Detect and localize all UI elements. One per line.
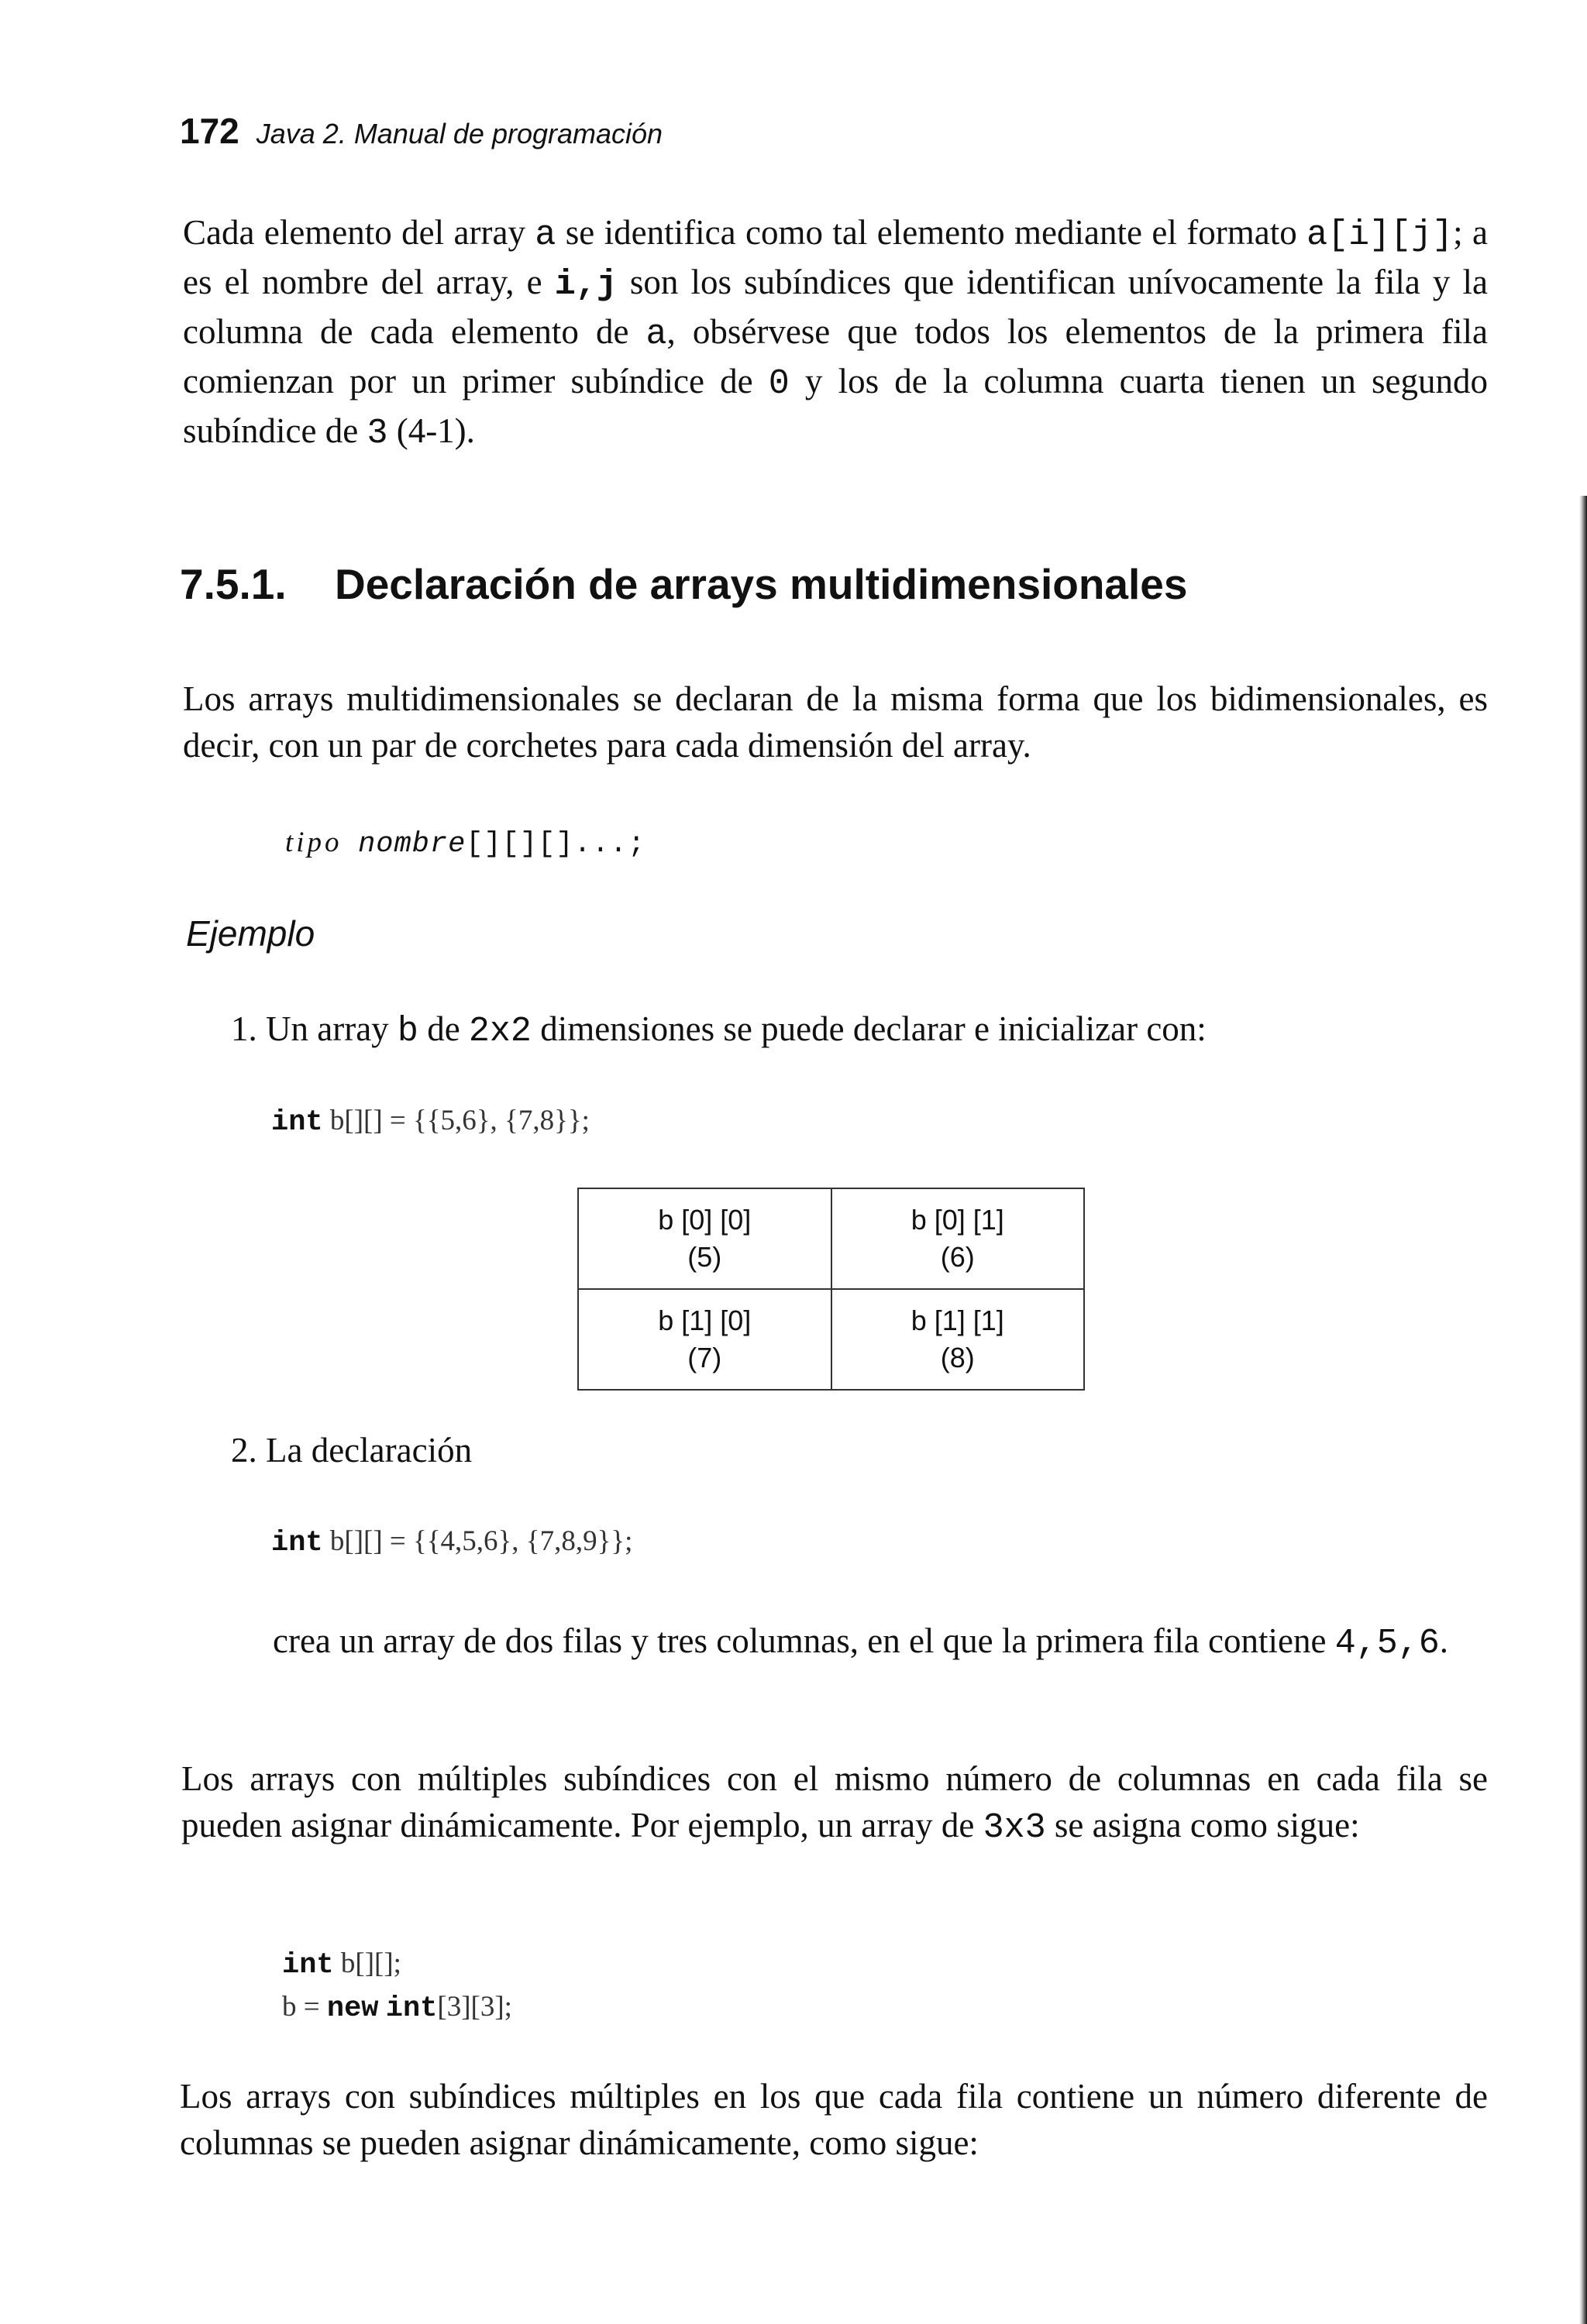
inline-code: 3x3: [983, 1808, 1046, 1848]
code-text: [379, 1991, 386, 2023]
paragraph-4: Los arrays con subíndices múltiples en los que cada fila contiene un número diferente de columnas se pueden asignar dinámicamente, como sigue:: [180, 2077, 1488, 2162]
code-keyword: new: [326, 1992, 379, 2025]
array-cell: [578, 1188, 831, 1289]
code-block-1: [271, 1104, 590, 1139]
code-keyword: int: [271, 1527, 323, 1559]
code-text: b =: [282, 1991, 327, 2023]
item-text: dimensiones se puede declarar e inicializar con:: [531, 1009, 1207, 1048]
section-number: 7.5.1.: [180, 560, 287, 608]
paragraph-text: se asigna como sigue:: [1045, 1806, 1360, 1844]
table-row: [578, 1289, 1084, 1390]
inline-code: 3: [367, 414, 388, 453]
intro-text: son los subíndices que identifican unívocamente la fila y la columna de cada elemento de: [183, 263, 1488, 351]
inline-code: b: [397, 1012, 418, 1051]
example-item-2-description: [273, 1618, 1486, 1667]
page-number: 172: [180, 111, 239, 151]
item-text: .: [1439, 1621, 1448, 1660]
page-header: [180, 110, 663, 152]
inline-code: 2x2: [468, 1012, 532, 1051]
page-edge-shadow: [1579, 496, 1587, 2324]
inline-code: 0: [768, 364, 790, 404]
code-keyword: int: [271, 1106, 323, 1139]
inline-code: a: [645, 315, 667, 354]
code-line: [282, 1943, 512, 1986]
cell-value: (6): [940, 1241, 975, 1273]
cell-index: b [0] [1]: [911, 1204, 1004, 1236]
example-label: Ejemplo: [186, 913, 315, 954]
inline-code: a[i][j]: [1306, 215, 1454, 255]
code-keyword: int: [385, 1992, 438, 2025]
syntax-line: [285, 826, 645, 861]
code-text: b[][];: [333, 1948, 401, 1979]
item-text: de: [418, 1009, 469, 1048]
table-row: [578, 1188, 1084, 1289]
paragraph-text: Los arrays con múltiples subíndices con el mismo número de columnas en cada fila se pueden asignar dinámicamente. Por ejemplo, un array de: [181, 1759, 1488, 1844]
array-cell: [831, 1289, 1085, 1390]
code-text: [3][3];: [437, 1991, 512, 2023]
item-text: crea un array de dos filas y tres columnas, en el que la primera fila contiene: [273, 1621, 1335, 1660]
intro-text: Cada elemento del array: [183, 213, 535, 252]
inline-code: 4,5,6: [1334, 1624, 1440, 1663]
syntax-brackets: [][][]...;: [466, 828, 646, 861]
syntax-type: tipo: [285, 827, 343, 858]
intro-text: ; a es el nombre del array, e: [183, 213, 1488, 301]
intro-text: se identifica como tal elemento mediante el formato: [556, 213, 1307, 252]
item-text: 1. Un array: [231, 1009, 398, 1048]
intro-text: , obsérvese que todos los elementos de la primera fila comienzan por un primer subíndice de: [183, 312, 1488, 401]
intro-text: (4-1).: [387, 411, 475, 450]
section-heading: [180, 559, 1187, 609]
array-diagram: [577, 1188, 1085, 1391]
code-keyword: int: [282, 1949, 334, 1982]
section-paragraph: Los arrays multidimensionales se declaran de la misma forma que los bidimensionales, es decir, con un par de corchetes para cada dimensión del array.: [183, 679, 1488, 765]
array-cell: [831, 1188, 1085, 1289]
example-item-2: 2. La declaración: [231, 1431, 473, 1470]
cell-index: b [1] [1]: [911, 1305, 1004, 1336]
code-text: b[][] = {{4,5,6}, {7,8,9}};: [322, 1525, 633, 1557]
intro-text: y los de la columna cuarta tienen un segundo subíndice de: [183, 362, 1488, 450]
code-block-2: [271, 1525, 632, 1559]
cell-value: (5): [687, 1241, 722, 1273]
running-title: Java 2. Manual de programación: [256, 118, 663, 150]
code-block-3: [282, 1943, 512, 2030]
code-line: [282, 1986, 512, 2030]
cell-value: (7): [687, 1342, 722, 1373]
cell-index: b [1] [0]: [658, 1305, 752, 1336]
syntax-name: nombre: [358, 828, 466, 861]
cell-value: (8): [940, 1342, 975, 1373]
code-text: b[][] = {{5,6}, {7,8}};: [322, 1105, 590, 1136]
cell-index: b [0] [0]: [658, 1204, 752, 1236]
intro-paragraph: [183, 209, 1488, 457]
array-cell: [578, 1289, 831, 1390]
section-title: Declaración de arrays multidimensionales: [335, 560, 1188, 608]
paragraph-3: [181, 1755, 1488, 1851]
inline-code: a: [535, 215, 556, 255]
inline-code: i,j: [554, 265, 618, 304]
example-item-1: [231, 1006, 1207, 1055]
